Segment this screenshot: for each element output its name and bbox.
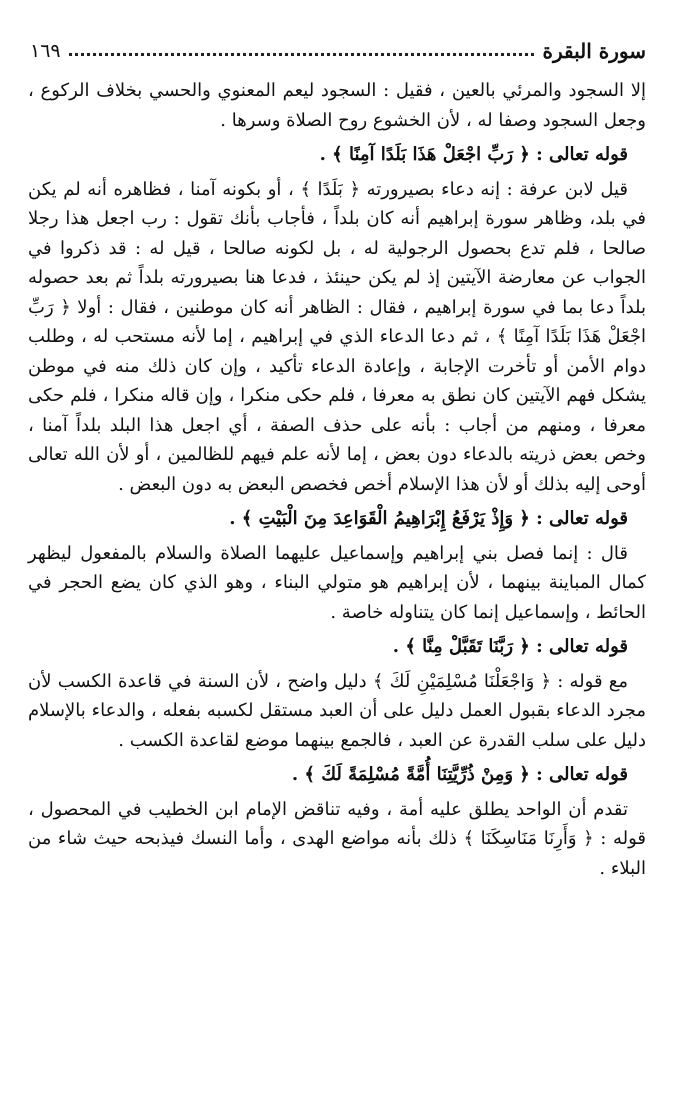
verse-heading-3: قوله تعالى : ﴿ رَبَّنَا تَقَبَّلْ مِنَّا ﴾ .	[392, 636, 628, 657]
surah-title: سورة البقرة	[542, 39, 646, 63]
page-body	[28, 76, 646, 883]
paragraph-1: إلا السجود والمرئي بالعين ، فقيل : السجود ليعم المعنوي والحسي بخلاف الركوع ، وجعل السجود وصفا له ، لأن الخشوع روح الصلاة وسرها .	[28, 80, 646, 131]
page-number: ١٦٩	[30, 40, 61, 62]
paragraph-2: قيل لابن عرفة : إنه دعاء بصيرورته ﴿ بَلَدًا ﴾ ، أو بكونه آمنا ، فظاهره أنه لم يكن في بلد، وظاهر سورة إبراهيم أنه كان بلداً ، فأجاب بأنك تقول : رب اجعل هذا رجلا صالحا ، فلم تدع بحصول الرجولية له ، بل لكونه صالحا ، قيل له : قد ذكروا في الجواب عن معارضة الآيتين إذ لم يكن حينئذ ، فدعا هنا بصيرورته بلداً ثم بعد حصوله بلداً دعا بما في سورة إبراهيم ، فقال : الظاهر أنه كان موطنين ، فقال : أولا ﴿ رَبِّ اجْعَلْ هَذَا بَلَدًا آمِنًا ﴾ ، ثم دعا الدعاء الذي في إبراهيم ، إما لأنه مستحب له ، وطلب دوام الأمن أو تأخرت الإجابة ، وإعادة الدعاء تأكيد ، وإن كان ذلك منه في موطن يشكل فهم الآيتين كان نطق به معرفا ، فلم حكى منكرا ، وإن قاله منكرا ، فلم حكى معرفا ، ومنهم من أجاب : بأنه على حذف الصفة ، أي اجعل هذا البلد بلداً آمنا ، وخص بعض ذريته بالدعاء دون بعض ، إما لأنه علم فيهم للظالمين ، أو لأن الله تعالى أوحى إليه بذلك أو لأن هذا الإسلام أخص فخصص البعض به دون البعض .	[28, 178, 646, 495]
header-dotted-rule	[69, 53, 535, 56]
paragraph-3: قال : إنما فصل بني إبراهيم وإسماعيل عليهما الصلاة والسلام بالمفعول ليظهر كمال المباينة بينهما ، لأن إبراهيم هو متولي البناء ، وهو الذي كان يضع الحجر في الحائط ، وإسماعيل إنما كان يتناوله خاصة .	[28, 542, 646, 623]
verse-heading-1: قوله تعالى : ﴿ رَبِّ اجْعَلْ هَذَا بَلَدًا آمِنًا ﴾ .	[319, 144, 628, 165]
verse-heading-4: قوله تعالى : ﴿ وَمِنْ ذُرِّيَّتِنَا أُمَّةً مُسْلِمَةً لَكَ ﴾ .	[291, 764, 628, 785]
paragraph-4: مع قوله : ﴿ وَاجْعَلْنَا مُسْلِمَيْنِ لَكَ ﴾ دليل واضح ، لأن السنة في قاعدة الكسب لأن مجرد الدعاء بقبول العمل دليل على أن العبد مستقل لكسبه بفعله ، والدعاء بالإسلام دليل على سلب القدرة عن العبد ، فالجمع بينهما موضع لقاعدة الكسب .	[28, 670, 646, 751]
verse-heading-2: قوله تعالى : ﴿ وَإِذْ يَرْفَعُ إِبْرَاهِيمُ الْقَوَاعِدَ مِنَ الْبَيْتِ ﴾ .	[229, 508, 628, 529]
paragraph-5: تقدم أن الواحد يطلق عليه أمة ، وفيه تناقض الإمام ابن الخطيب في المحصول ، قوله : ﴿ وَأَرِنَا مَنَاسِكَنَا ﴾ ذلك بأنه مواضع الهدى ، وأما النسك فيذبحه حيث شاء من البلاء .	[28, 798, 646, 879]
page-header	[30, 36, 646, 66]
